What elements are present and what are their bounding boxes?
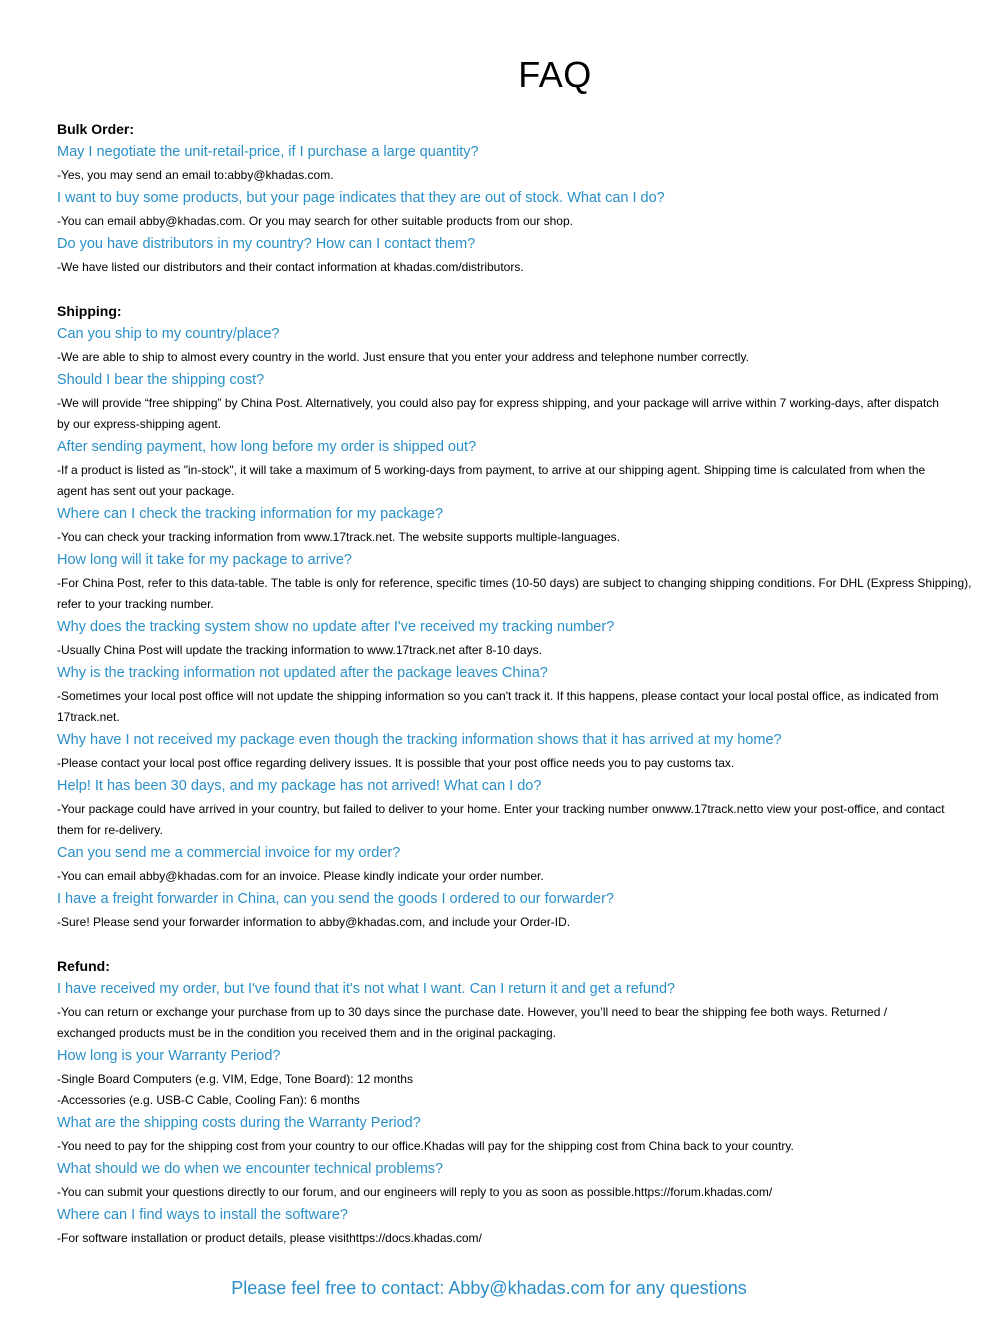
faq-question: Can you ship to my country/place? bbox=[57, 326, 280, 342]
faq-answer bbox=[57, 573, 982, 615]
faq-item bbox=[57, 664, 982, 728]
faq-answer bbox=[57, 211, 982, 232]
faq-answer-line: refer to your tracking number. bbox=[57, 597, 214, 611]
faq-answer bbox=[57, 393, 982, 435]
faq-answer-line: agent has sent out your package. bbox=[57, 484, 235, 498]
faq-answer bbox=[57, 347, 982, 368]
faq-answer-line: -We are able to ship to almost every country in the world. Just ensure that you enter your address and telephone number correctly. bbox=[57, 350, 749, 364]
faq-question: I have a freight forwarder in China, can you send the goods I ordered to our forwarder? bbox=[57, 891, 614, 907]
faq-answer-line: -You can submit your questions directly to our forum, and our engineers will reply to you as soon as possible.https://forum.khadas.com/ bbox=[57, 1185, 773, 1199]
faq-item bbox=[57, 1160, 982, 1203]
faq-question: Why have I not received my package even though the tracking information shows that it has arrived at my home? bbox=[57, 732, 782, 748]
faq-item bbox=[57, 551, 982, 615]
faq-question: Why is the tracking information not updated after the package leaves China? bbox=[57, 665, 548, 681]
faq-answer bbox=[57, 1069, 982, 1111]
faq-question: Where can I check the tracking information for my package? bbox=[57, 506, 444, 522]
faq-item bbox=[57, 777, 982, 841]
faq-item bbox=[57, 618, 982, 661]
faq-answer-line: them for re-delivery. bbox=[57, 823, 163, 837]
faq-answer-line: -You can check your tracking information from www.17track.net. The website supports multiple-languages. bbox=[57, 530, 620, 544]
faq-answer-line: -Single Board Computers (e.g. VIM, Edge, Tone Board): 12 months bbox=[57, 1072, 413, 1086]
faq-item bbox=[57, 235, 982, 278]
faq-answer-line: 17track.net. bbox=[57, 710, 120, 724]
faq-item bbox=[57, 189, 982, 232]
faq-answer bbox=[57, 866, 982, 887]
faq-answer bbox=[57, 640, 982, 661]
faq-answer-line: -For software installation or product details, please visithttps://docs.khadas.com/ bbox=[57, 1231, 482, 1245]
faq-item bbox=[57, 143, 982, 186]
faq-answer bbox=[57, 165, 982, 186]
faq-answer-line: by our express-shipping agent. bbox=[57, 417, 222, 431]
faq-answer-line: exchanged products must be in the condition you received them and in the original packaging. bbox=[57, 1026, 556, 1040]
faq-answer bbox=[57, 753, 982, 774]
faq-item bbox=[57, 1206, 982, 1249]
faq-answer bbox=[57, 1228, 982, 1249]
faq-answer-line: -Usually China Post will update the tracking information to www.17track.net after 8-10 days. bbox=[57, 643, 542, 657]
faq-answer-line: -If a product is listed as "in-stock", it will take a maximum of 5 working-days from payment, to arrive at our shipping agent. Shipping time is calculated from when the bbox=[57, 463, 926, 477]
faq-item bbox=[57, 980, 982, 1044]
faq-item bbox=[57, 1114, 982, 1157]
faq-question: Help! It has been 30 days, and my package has not arrived! What can I do? bbox=[57, 778, 542, 794]
faq-answer bbox=[57, 686, 982, 728]
faq-answer-line: -Your package could have arrived in your country, but failed to deliver to your home. Enter your tracking number onwww.17track.netto view your post-office, and contact bbox=[57, 802, 945, 816]
faq-item bbox=[57, 1047, 982, 1111]
faq-question: How long will it take for my package to arrive? bbox=[57, 552, 352, 568]
faq-answer-line: -Accessories (e.g. USB-C Cable, Cooling Fan): 6 months bbox=[57, 1093, 360, 1107]
faq-answer bbox=[57, 257, 982, 278]
faq-question: How long is your Warranty Period? bbox=[57, 1048, 281, 1064]
contact-footer: Please feel free to contact: Abby@khadas.com for any questions bbox=[231, 1278, 747, 1298]
faq-item bbox=[57, 844, 982, 887]
section-heading: Bulk Order: bbox=[57, 121, 135, 137]
faq-question: Should I bear the shipping cost? bbox=[57, 372, 265, 388]
faq-question: After sending payment, how long before my order is shipped out? bbox=[57, 439, 477, 455]
faq-answer bbox=[57, 1002, 982, 1044]
faq-question: What should we do when we encounter technical problems? bbox=[57, 1161, 444, 1177]
faq-answer-line: -Please contact your local post office regarding delivery issues. It is possible that your post office needs you to pay customs tax. bbox=[57, 756, 735, 770]
faq-item bbox=[57, 731, 982, 774]
faq-question: Can you send me a commercial invoice for my order? bbox=[57, 845, 401, 861]
faq-answer-line: -You can email abby@khadas.com for an invoice. Please kindly indicate your order number. bbox=[57, 869, 544, 883]
faq-answer bbox=[57, 1182, 982, 1203]
faq-item bbox=[57, 325, 982, 368]
faq-item bbox=[57, 438, 982, 502]
faq-section bbox=[57, 957, 982, 1249]
faq-answer bbox=[57, 460, 982, 502]
faq-answer bbox=[57, 799, 982, 841]
faq-question: Where can I find ways to install the software? bbox=[57, 1207, 348, 1223]
faq-answer-line: -For China Post, refer to this data-table. The table is only for reference, specific times (10-50 days) are subject to changing shipping conditions. For DHL (Express Shipping), bbox=[57, 576, 972, 590]
faq-question: Why does the tracking system show no update after I've received my tracking number? bbox=[57, 619, 615, 635]
faq-answer-line: -You can return or exchange your purchase from up to 30 days since the purchase date. However, you’ll need to bear the shipping fee both ways. Returned / bbox=[57, 1005, 888, 1019]
faq-answer-line: -We have listed our distributors and their contact information at khadas.com/distributors. bbox=[57, 260, 524, 274]
faq-section bbox=[57, 302, 982, 933]
faq-item bbox=[57, 890, 982, 933]
faq-question: Do you have distributors in my country? How can I contact them? bbox=[57, 236, 476, 252]
faq-item bbox=[57, 505, 982, 548]
faq-question: May I negotiate the unit-retail-price, if I purchase a large quantity? bbox=[57, 144, 479, 160]
faq-answer-line: -Yes, you may send an email to:abby@khadas.com. bbox=[57, 168, 334, 182]
faq-content bbox=[57, 120, 982, 1252]
faq-answer-line: -Sometimes your local post office will not update the shipping information so you can't track it. If this happens, please contact your local postal office, as indicated from bbox=[57, 689, 939, 703]
faq-answer bbox=[57, 1136, 982, 1157]
faq-answer-line: -We will provide “free shipping” by China Post. Alternatively, you could also pay for express shipping, and your package will arrive within 7 working-days, after dispatch bbox=[57, 396, 939, 410]
faq-question: I want to buy some products, but your page indicates that they are out of stock. What can I do? bbox=[57, 190, 665, 206]
section-heading: Shipping: bbox=[57, 303, 122, 319]
section-heading: Refund: bbox=[57, 958, 110, 974]
faq-item bbox=[57, 371, 982, 435]
faq-question: What are the shipping costs during the Warranty Period? bbox=[57, 1115, 421, 1131]
faq-answer-line: -You need to pay for the shipping cost from your country to our office.Khadas will pay for the shipping cost from China back to your country. bbox=[57, 1139, 794, 1153]
faq-answer-line: -Sure! Please send your forwarder information to abby@khadas.com, and include your Order-ID. bbox=[57, 915, 571, 929]
faq-section bbox=[57, 120, 982, 278]
faq-answer-line: -You can email abby@khadas.com. Or you may search for other suitable products from our shop. bbox=[57, 214, 573, 228]
faq-question: I have received my order, but I've found that it's not what I want. Can I return it and get a refund? bbox=[57, 981, 676, 997]
page-title: FAQ bbox=[518, 54, 592, 95]
faq-answer bbox=[57, 527, 982, 548]
faq-answer bbox=[57, 912, 982, 933]
